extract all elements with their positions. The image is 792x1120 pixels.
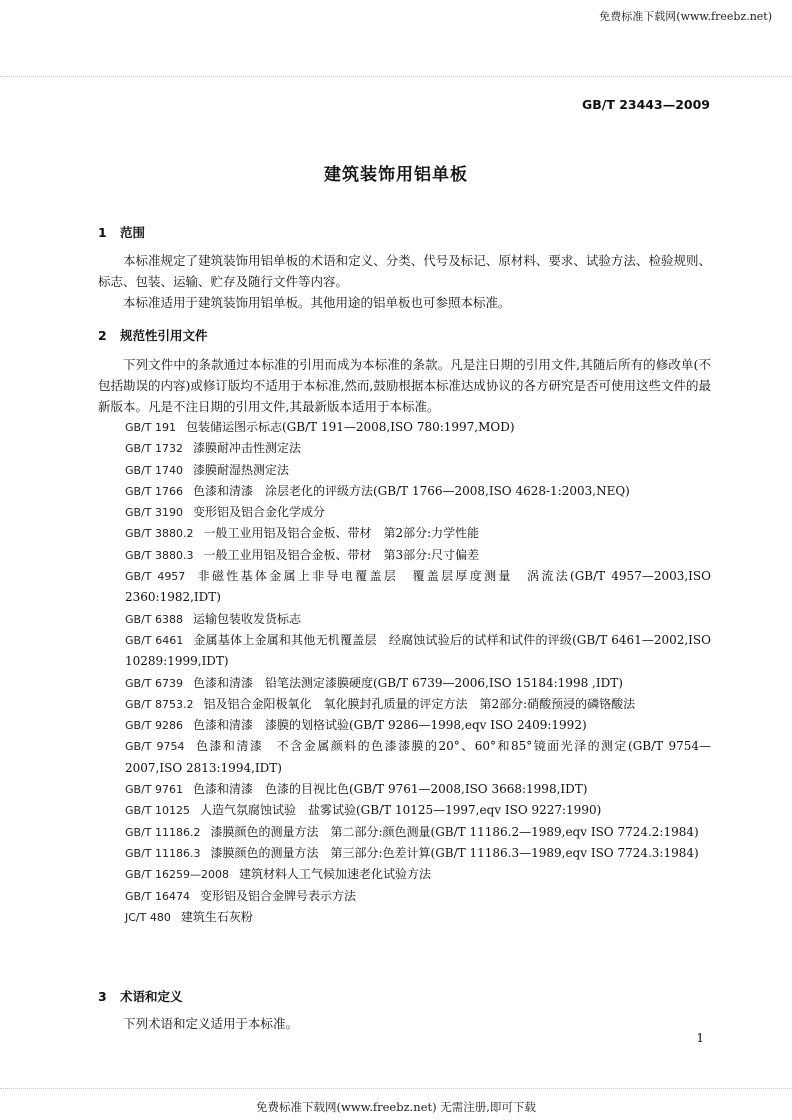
section-title: 规范性引用文件 bbox=[120, 328, 208, 343]
reference-title: 铝及铝合金阳极氧化 氧化膜封孔质量的评定方法 第2部分:硝酸预浸的磷铬酸法 bbox=[203, 696, 636, 711]
watermark-bottom: 免费标准下载网(www.freebz.net) 无需注册,即可下载 bbox=[256, 1100, 536, 1114]
scope-paragraph: 本标准规定了建筑装饰用铝单板的术语和定义、分类、代号及标记、原材料、要求、试验方法、检验规则、标志、包装、运输、贮存及随行文件等内容。 bbox=[98, 253, 711, 289]
reference-item bbox=[98, 566, 711, 609]
reference-item bbox=[98, 673, 711, 694]
reference-code: GB/T 8753.2 bbox=[125, 697, 194, 711]
reference-title: 色漆和清漆 不含金属颜料的色漆漆膜的20°、60°和85°镜面光泽的测定(GB/T 9754—2007,ISO 2813:1994,IDT) bbox=[125, 739, 711, 775]
reference-item bbox=[98, 609, 711, 630]
reference-title: 建筑生石灰粉 bbox=[180, 909, 253, 924]
scope-paragraph: 本标准适用于建筑装饰用铝单板。其他用途的铝单板也可参照本标准。 bbox=[123, 295, 511, 310]
reference-title: 运输包装收发货标志 bbox=[193, 611, 302, 626]
reference-title: 漆膜颜色的测量方法 第二部分:颜色测量(GB/T 11186.2—1989,eqv ISO 7724.2:1984) bbox=[210, 824, 699, 839]
section-heading-normative-references bbox=[98, 326, 208, 344]
reference-item bbox=[98, 694, 711, 715]
section-number: 1 bbox=[98, 225, 107, 240]
reference-code: GB/T 6388 bbox=[125, 612, 183, 626]
reference-code: GB/T 1732 bbox=[125, 442, 183, 456]
section-number: 2 bbox=[98, 328, 107, 343]
section-heading-scope bbox=[98, 223, 145, 241]
reference-item bbox=[98, 843, 711, 864]
watermark-top: 免费标准下载网(www.freebz.net) bbox=[599, 10, 772, 23]
reference-item bbox=[98, 736, 711, 779]
reference-item bbox=[98, 460, 711, 481]
normative-intro-paragraph: 下列文件中的条款通过本标准的引用而成为本标准的条款。凡是注日期的引用文件,其随后所有的修改单(不包括勘误的内容)或修订版均不适用于本标准,然而,鼓励根据本标准达成协议的各方研究是否可使用这些文件的最新版本。凡是不注日期的引用文件,其最新版本适用于本标准。 bbox=[98, 357, 711, 414]
reference-code: GB/T 1740 bbox=[125, 463, 183, 477]
reference-title: 人造气氛腐蚀试验 盐雾试验(GB/T 10125—1997,eqv ISO 9227:1990) bbox=[200, 803, 602, 818]
section-title: 范围 bbox=[120, 225, 146, 240]
reference-item bbox=[98, 481, 711, 502]
reference-item bbox=[98, 438, 711, 459]
reference-code: GB/T 6739 bbox=[125, 676, 183, 690]
reference-title: 漆膜颜色的测量方法 第三部分:色差计算(GB/T 11186.3—1989,eqv ISO 7724.3:1984) bbox=[210, 845, 699, 860]
reference-code: GB/T 16259—2008 bbox=[125, 868, 229, 882]
document-title: 建筑装饰用铝单板 bbox=[324, 165, 468, 185]
reference-code: GB/T 11186.2 bbox=[125, 825, 201, 839]
reference-code: GB/T 10125 bbox=[125, 804, 190, 818]
reference-code: GB/T 191 bbox=[125, 421, 176, 434]
reference-item bbox=[98, 417, 711, 438]
reference-item bbox=[98, 502, 711, 523]
reference-code: GB/T 3190 bbox=[125, 506, 183, 520]
reference-item bbox=[98, 523, 711, 544]
reference-item bbox=[98, 715, 711, 736]
section-title: 术语和定义 bbox=[120, 989, 183, 1004]
reference-title: 一般工业用铝及铝合金板、带材 第3部分:尺寸偏差 bbox=[203, 547, 480, 562]
reference-title: 非磁性基体金属上非导电覆盖层 覆盖层厚度测量 涡流法(GB/T 4957—2003,ISO 2360:1982,IDT) bbox=[125, 569, 711, 605]
reference-title: 色漆和清漆 漆膜的划格试验(GB/T 9286—1998,eqv ISO 2409:1992) bbox=[193, 718, 587, 733]
reference-title: 变形铝及铝合金牌号表示方法 bbox=[200, 888, 357, 903]
standard-code: GB/T 23443—2009 bbox=[581, 97, 710, 112]
reference-title: 色漆和清漆 色漆的目视比色(GB/T 9761—2008,ISO 3668:1998,IDT) bbox=[193, 782, 588, 797]
reference-title: 包装储运图示标志(GB/T 191—2008,ISO 780:1997,MOD) bbox=[186, 420, 515, 434]
page-number: 1 bbox=[696, 1031, 704, 1045]
section-number: 3 bbox=[98, 989, 107, 1004]
reference-item bbox=[98, 779, 711, 800]
reference-code: JC/T 480 bbox=[125, 910, 171, 924]
section-heading-terms bbox=[98, 987, 183, 1005]
reference-code: GB/T 9754 bbox=[125, 740, 185, 754]
reference-list bbox=[98, 417, 711, 928]
reference-item bbox=[98, 630, 711, 673]
reference-code: GB/T 9761 bbox=[125, 783, 183, 797]
reference-code: GB/T 16474 bbox=[125, 889, 190, 903]
reference-code: GB/T 9286 bbox=[125, 719, 183, 733]
reference-item bbox=[98, 822, 711, 843]
terms-intro-paragraph: 下列术语和定义适用于本标准。 bbox=[123, 1016, 299, 1031]
reference-code: GB/T 1766 bbox=[125, 484, 183, 498]
reference-item bbox=[98, 907, 711, 928]
reference-title: 色漆和清漆 铅笔法测定漆膜硬度(GB/T 6739—2006,ISO 15184:1998 ,IDT) bbox=[193, 675, 623, 690]
reference-code: GB/T 11186.3 bbox=[125, 846, 201, 860]
reference-code: GB/T 4957 bbox=[125, 570, 186, 584]
dotted-separator bbox=[0, 76, 792, 77]
reference-code: GB/T 6461 bbox=[125, 633, 184, 647]
reference-item bbox=[98, 800, 711, 821]
reference-code: GB/T 3880.2 bbox=[125, 527, 194, 541]
reference-title: 漆膜耐湿热测定法 bbox=[193, 462, 290, 477]
reference-title: 建筑材料人工气候加速老化试验方法 bbox=[238, 867, 431, 882]
reference-title: 一般工业用铝及铝合金板、带材 第2部分:力学性能 bbox=[203, 526, 480, 541]
dotted-separator bbox=[0, 1088, 792, 1089]
reference-title: 变形铝及铝合金化学成分 bbox=[193, 505, 326, 520]
reference-code: GB/T 3880.3 bbox=[125, 548, 194, 562]
reference-item bbox=[98, 886, 711, 907]
reference-title: 色漆和清漆 涂层老化的评级方法(GB/T 1766—2008,ISO 4628-1:2003,NEQ) bbox=[193, 483, 630, 498]
reference-item bbox=[98, 864, 711, 885]
reference-item bbox=[98, 545, 711, 566]
reference-title: 金属基体上金属和其他无机覆盖层 经腐蚀试验后的试样和试件的评级(GB/T 6461—2002,ISO 10289:1999,IDT) bbox=[125, 632, 711, 669]
reference-title: 漆膜耐冲击性测定法 bbox=[193, 441, 302, 456]
